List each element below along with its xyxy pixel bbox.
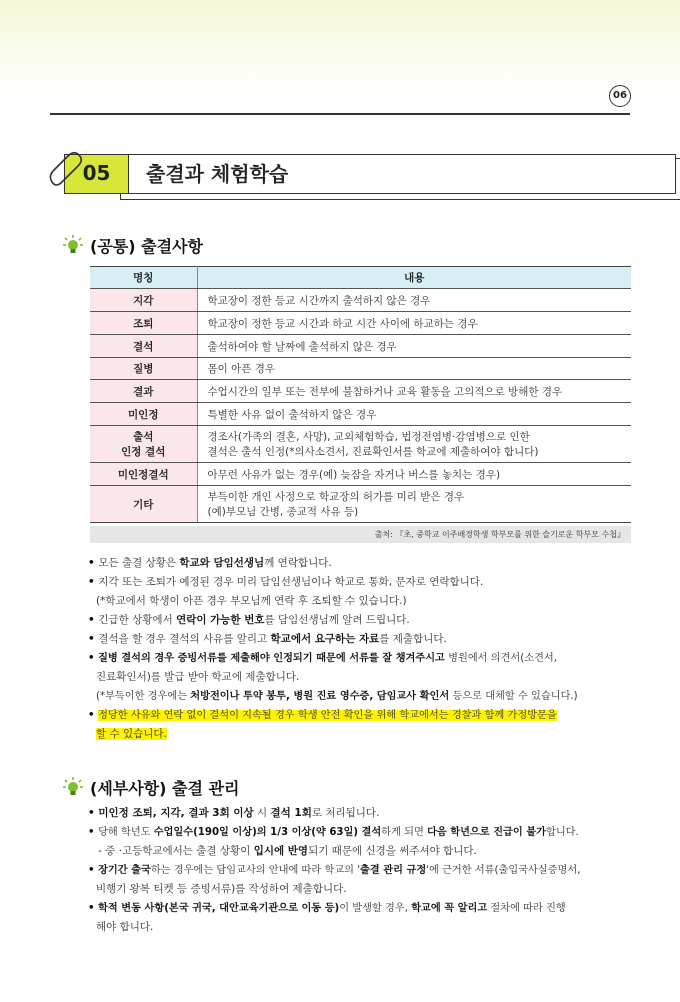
table-row bbox=[90, 486, 631, 523]
term-label: 결과 bbox=[90, 380, 197, 403]
paperclip-icon bbox=[48, 146, 88, 196]
term-description bbox=[197, 426, 631, 463]
term-description: 몸이 아픈 경우 bbox=[197, 358, 631, 380]
common-bullet-list bbox=[88, 554, 633, 744]
list-item: • 장기간 출국하는 경우에는 담임교사의 안내에 따라 학교의 '출결 관리 규정'에 근거한 서류(출입국사실증명서, bbox=[88, 865, 581, 876]
list-item: • 긴급한 상황에서 연락이 가능한 번호를 담임선생님께 알려 드립니다. bbox=[88, 614, 410, 626]
list-item: • 지각 또는 조퇴가 예정된 경우 미리 담임선생님이나 학교로 통화, 문자로 연락합니다. bbox=[88, 576, 484, 588]
attendance-terms-table bbox=[90, 266, 631, 523]
term-description: 학교장이 정한 등교 시간까지 출석하지 않은 경우 bbox=[197, 289, 631, 312]
list-item-note: - 중 ·고등학교에서는 출결 상황이 입시에 반영되기 때문에 신경을 써주셔야 합니다. bbox=[98, 845, 477, 857]
term-label bbox=[90, 426, 197, 463]
term-description-line: 부득이한 개인 사정으로 학교장의 허가를 미리 받은 경우 bbox=[207, 491, 465, 503]
term-label: 미인정 bbox=[90, 403, 197, 426]
term-label-line: 출석 bbox=[133, 431, 154, 443]
table-row bbox=[90, 312, 631, 335]
list-item: • 당해 학년도 수업일수(190일 이상)의 1/3 이상(약 63일) 결석하게 되면 다음 학년으로 진급이 불가합니다. bbox=[88, 827, 579, 838]
chapter-number: 05 bbox=[64, 154, 129, 194]
table-row bbox=[90, 380, 631, 403]
chapter-title: 출결과 체험학습 bbox=[146, 162, 289, 186]
table-row bbox=[90, 403, 631, 426]
table-row bbox=[90, 426, 631, 463]
table-row bbox=[90, 358, 631, 380]
table-header-row bbox=[90, 267, 631, 289]
section-heading-details bbox=[62, 774, 239, 800]
term-label: 조퇴 bbox=[90, 312, 197, 335]
table-source-note: 출처: 『초, 중학교 이주배경학생 학부모를 위한 슬기로운 학부모 수첩』 bbox=[90, 526, 631, 543]
term-description-line: (예)부모님 간병, 종교적 사유 등) bbox=[207, 506, 359, 518]
page-header-band bbox=[0, 0, 680, 95]
term-description: 특별한 사유 없이 출석하지 않은 경우 bbox=[197, 403, 631, 426]
column-header-name: 명칭 bbox=[90, 267, 197, 289]
list-item: • 학적 변동 사항(본국 귀국, 대안교육기관으로 이동 등)이 발생할 경우, 학교에 꼭 알리고 절차에 따라 진행 bbox=[88, 903, 566, 914]
section-title: (공통) 출결사항 bbox=[90, 236, 203, 256]
term-label-line: 인정 결석 bbox=[121, 446, 166, 458]
list-item-continuation: 비행기 왕복 티켓 등 증빙서류)를 작성하여 제출합니다. bbox=[96, 883, 347, 895]
list-item: • 질병 결석의 경우 증빙서류를 제출해야 인정되기 때문에 서류를 잘 챙겨주시고 병원에서 의견서(소견서, bbox=[88, 653, 558, 664]
list-item: • 모든 출결 상황은 학교와 담임선생님께 연락합니다. bbox=[88, 557, 332, 569]
section-heading-common bbox=[62, 232, 203, 258]
chapter-header bbox=[48, 146, 638, 204]
list-item-highlight-continuation: 할 수 있습니다. bbox=[96, 728, 167, 740]
table-row bbox=[90, 463, 631, 486]
list-item-highlight: • 정당한 사유와 연락 없이 결석이 지속될 경우 학생 안전 확인을 위해 학교에서는 경찰과 함께 가정방문을 bbox=[88, 710, 557, 721]
term-label: 미인정결석 bbox=[90, 463, 197, 486]
term-description: 출석하여야 할 날짜에 출석하지 않은 경우 bbox=[197, 335, 631, 358]
list-item: • 결석을 할 경우 결석의 사유를 알리고 학교에서 요구하는 자료를 제출합니다. bbox=[88, 633, 447, 645]
term-label: 지각 bbox=[90, 289, 197, 312]
column-header-content: 내용 bbox=[197, 267, 631, 289]
section-title: (세부사항) 출결 관리 bbox=[90, 778, 240, 798]
page-number: 06 bbox=[609, 85, 631, 107]
list-item: • 미인정 조퇴, 지각, 결과 3회 이상 시 결석 1회로 처리됩니다. bbox=[88, 807, 380, 819]
term-description: 학교장이 정한 등교 시간과 하교 시간 사이에 하교하는 경우 bbox=[197, 312, 631, 335]
term-description: 수업시간의 일부 또는 전부에 불참하거나 교육 활동을 고의적으로 방해한 경우 bbox=[197, 380, 631, 403]
details-bullet-list bbox=[88, 804, 633, 937]
list-item-note: (*부득이한 경우에는 처방전이나 투약 봉투, 병원 진료 영수증, 담임교사 확인서 등으로 대체할 수 있습니다.) bbox=[96, 691, 578, 702]
term-description-line: 경조사(가족의 결혼, 사망), 교외체험학습, 법정전염병·감염병으로 인한 bbox=[207, 431, 530, 443]
table-row bbox=[90, 335, 631, 358]
table-row bbox=[90, 289, 631, 312]
term-label: 기타 bbox=[90, 486, 197, 523]
term-description-line: 결석은 출석 인정(*의사소견서, 진료확인서를 학교에 제출하여야 합니다) bbox=[207, 446, 539, 458]
list-item-continuation: 진료확인서)를 발급 받아 학교에 제출합니다. bbox=[96, 671, 300, 683]
term-description: 아무런 사유가 없는 경우(예) 늦잠을 자거나 버스를 놓치는 경우) bbox=[197, 463, 631, 486]
lightbulb-icon bbox=[62, 234, 84, 256]
term-label: 결석 bbox=[90, 335, 197, 358]
lightbulb-icon bbox=[62, 776, 84, 798]
header-rule bbox=[50, 113, 630, 115]
list-item-continuation: 해야 합니다. bbox=[96, 921, 154, 933]
term-label: 질병 bbox=[90, 358, 197, 380]
list-item-note: (*학교에서 학생이 아픈 경우 부모님께 연락 후 조퇴할 수 있습니다.) bbox=[96, 595, 407, 607]
term-description bbox=[197, 486, 631, 523]
